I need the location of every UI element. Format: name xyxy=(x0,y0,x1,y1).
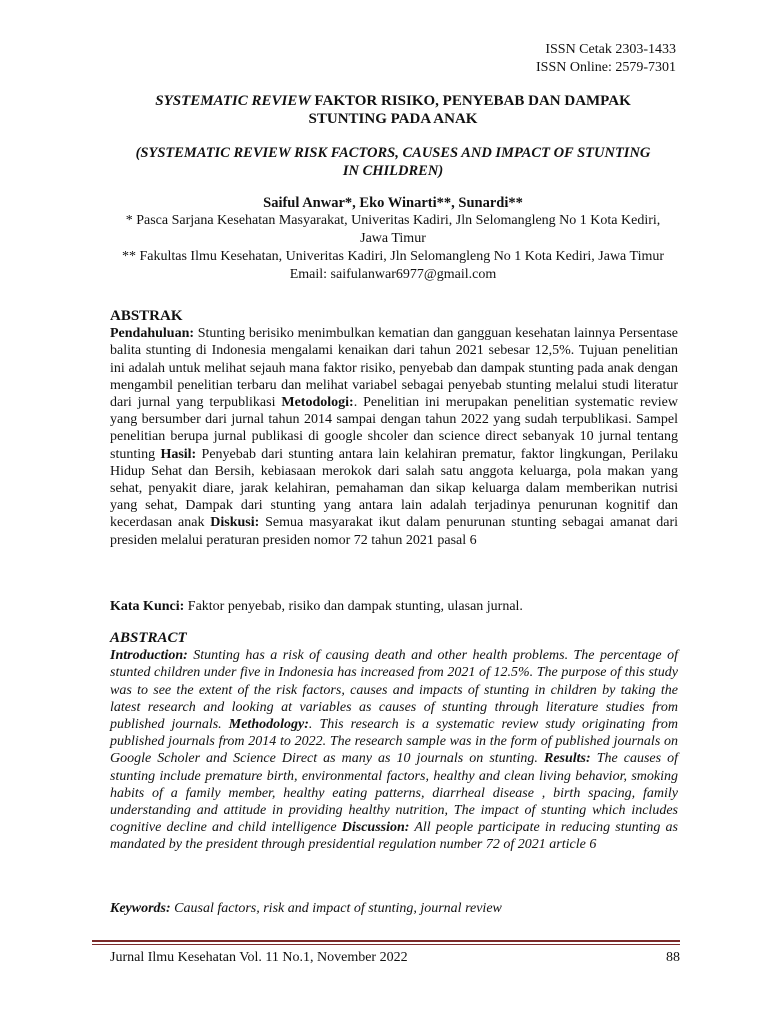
diskusi-text: Semua masyarakat ikut dalam penurunan stunting sebagai amanat dari presiden melalui peraturan presiden nomor 72 tahun 2021 pasal 6 xyxy=(110,515,678,548)
discussion-text: All people participate in reducing stunting as mandated by the president through presidential regulation number 72 of 2021 article 6 xyxy=(110,820,679,853)
title-prefix: SYSTEMATIC REVIEW xyxy=(155,93,311,109)
introduction-text: Stunting has a risk of causing death and other health problems. The percentage of stunted children under five in Indonesia has increased from 2021 of 12.5%. The purpose of this study was to see the extent of the risk factors, causes and impacts of stunting in children by taking the latest research and looking at variables as causes of stunting through literature studies from published journals. xyxy=(110,648,678,733)
page-number: 88 xyxy=(666,950,680,965)
results-label: Results: xyxy=(543,751,591,767)
abstract-section xyxy=(110,630,678,854)
author-block xyxy=(110,194,676,284)
subtitle-line2: IN CHILDREN) xyxy=(342,163,444,179)
metodologi-text: . Penelitian ini merupakan penelitian systematic review yang bersumber dari jurnal tahun 2014 sampai dengan tahun 2022 yang sudah terpublikasi. Sampel penelitian berupa jurnal publikasi di google shcoler dan science direct sebanyak 10 jurnal tentang stunting xyxy=(110,395,678,462)
footer-rule-thick xyxy=(92,940,680,942)
kata-kunci xyxy=(110,598,678,615)
footer-journal: Jurnal Ilmu Kesehatan Vol. 11 No.1, November 2022 xyxy=(110,950,408,965)
keywords xyxy=(110,900,678,917)
introduction-label: Introduction: xyxy=(110,648,188,664)
metodologi-label: Metodologi: xyxy=(281,395,354,411)
title-line2: STUNTING PADA ANAK xyxy=(308,111,478,127)
keywords-text: Causal factors, risk and impact of stunting, journal review xyxy=(170,901,502,916)
kata-kunci-label: Kata Kunci: xyxy=(110,599,185,614)
diskusi-label: Diskusi: xyxy=(210,515,260,531)
hasil-label: Hasil: xyxy=(160,446,197,462)
abstrak-body xyxy=(110,325,678,549)
affiliation-2: ** Fakultas Ilmu Kesehatan, Univeritas Kadiri, Jln Selomangleng No 1 Kota Kediri, Jawa Timur xyxy=(121,249,665,264)
author-names: Saiful Anwar*, Eko Winarti**, Sunardi** xyxy=(263,195,523,211)
issn-print: ISSN Cetak 2303-1433 xyxy=(545,42,676,57)
abstract-body xyxy=(110,647,678,853)
methodology-label: Methodology: xyxy=(228,717,309,733)
page-footer xyxy=(110,949,680,967)
abstrak-section xyxy=(110,308,678,549)
author-email: Email: saifulanwar6977@gmail.com xyxy=(289,267,497,282)
keywords-label: Keywords: xyxy=(110,901,171,916)
methodology-text: . This research is a systematic review study originating from published journals from 2014 to 2022. The research sample was in the form of published journals on Google Scholer and Science Direct as many as 10 journals on stunting. xyxy=(110,717,679,767)
kata-kunci-text: Faktor penyebab, risiko dan dampak stunting, ulasan jurnal. xyxy=(184,599,523,614)
footer-rule-thin xyxy=(92,944,680,945)
title-line1-rest: FAKTOR RISIKO, PENYEBAB DAN DAMPAK xyxy=(310,93,631,109)
pendahuluan-label: Pendahuluan: xyxy=(110,326,195,342)
paper-title xyxy=(110,92,676,128)
abstrak-heading: ABSTRAK xyxy=(110,308,183,324)
results-text: The causes of stunting include premature birth, environmental factors, healthy and clean living behavior, smoking habits of a family member, healthy eating patterns, diarrheal disease , birth spacing, family understanding and attitude in providing healthy nutrition, The impact of stunting which includes cognitive decline and child intelligence xyxy=(110,751,679,836)
affiliation-1: * Pasca Sarjana Kesehatan Masyarakat, Univeritas Kadiri, Jln Selomangleng No 1 Kota Kediri, Jawa Timur xyxy=(125,213,661,246)
issn-block xyxy=(536,41,676,77)
abstract-heading: ABSTRACT xyxy=(110,630,187,646)
paper-subtitle xyxy=(110,144,676,180)
hasil-text: Penyebab dari stunting antara lain kelahiran prematur, faktor lingkungan, Perilaku Hidup Sehat dan Bersih, kebiasaan merokok dari salah satu anggota keluarga, pola makan yang sehat, penyakit diare, jarak kelahiran, pemahaman dan sikap keluarga dalam memberikan nutrisi yang sehat, Dampak dari stunting yang antara lain adalah terjadinya penurunan kognitif dan kecerdasan anak xyxy=(110,446,678,531)
subtitle-line1: (SYSTEMATIC REVIEW RISK FACTORS, CAUSES AND IMPACT OF STUNTING xyxy=(135,145,651,161)
issn-online: ISSN Online: 2579-7301 xyxy=(536,60,676,75)
discussion-label: Discussion: xyxy=(341,820,410,836)
pendahuluan-text: Stunting berisiko menimbulkan kematian dan gangguan kesehatan lainnya Persentase balita stunting di Indonesia mengalami kenaikan dari tahun 2021 sebesar 12,5%. Tujuan penelitian ini adalah untuk melihat sejauh mana faktor risiko, penyebab dan dampak stunting pada anak dengan mengambil penelitian terbaru dan melihat variabel sebagai penyebab stunting melalui studi literatur dari jurnal yang terpublikasi xyxy=(110,326,678,411)
